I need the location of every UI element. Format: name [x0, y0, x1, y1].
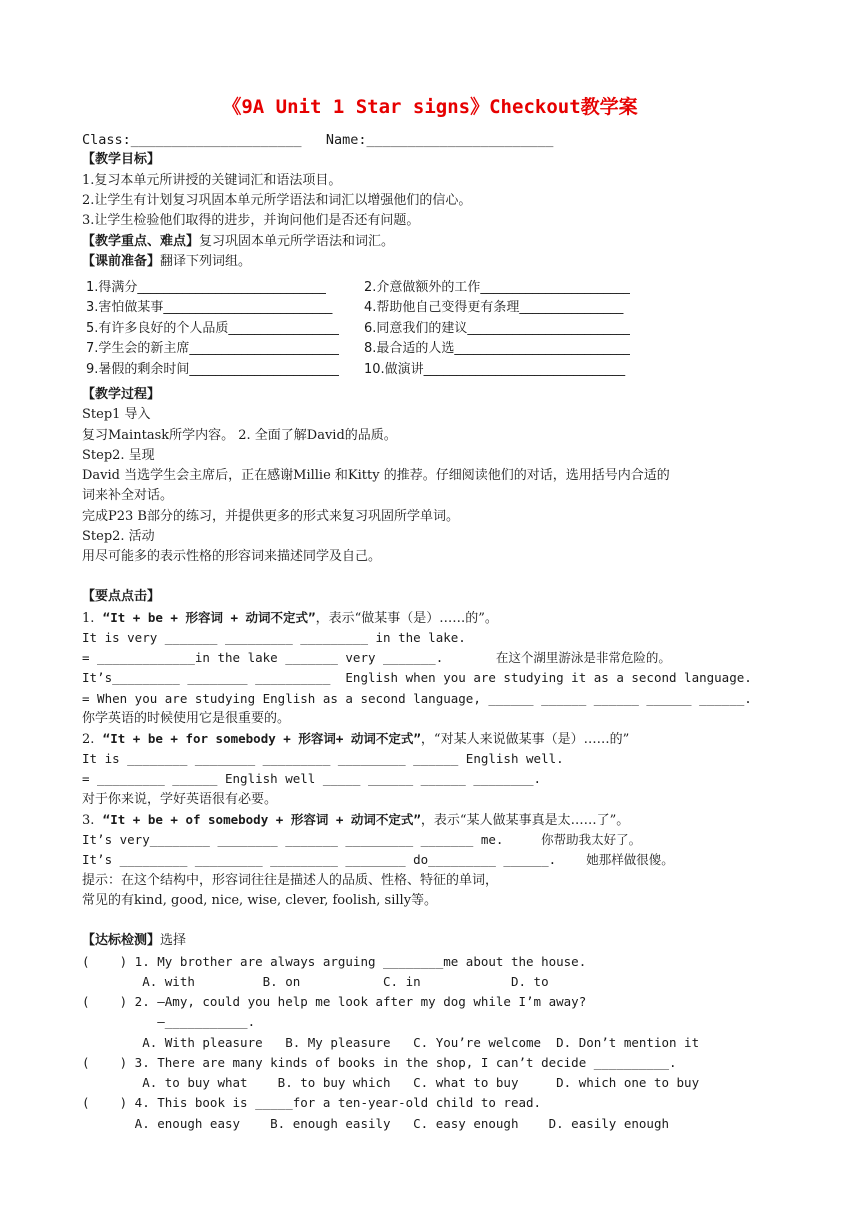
process-heading: 【教学过程】 [82, 387, 161, 402]
test-line: ( ) 1. My brother are always arguing ________me about the house. [82, 954, 587, 969]
exercise-line: It’s very________ ________ _______ _________ _______ me. 你帮助我太好了。 [82, 832, 642, 847]
process-line: Step1 导入 [82, 407, 151, 422]
prep-line [82, 252, 251, 272]
test-line: ( ) 4. This book is _____for a ten-year-old child to read. [82, 1095, 542, 1110]
class-name-line: Class:_____________________ Name:_______________________ [82, 132, 554, 148]
test-heading-rest: 选择 [160, 933, 187, 948]
objectives-heading: 【教学目标】 [82, 152, 161, 167]
exercise-line: It’s_________ ________ __________ English when you are studying it as a second language. [82, 670, 752, 685]
exercise-line: It is ________ ________ _________ _________ ______ English well. [82, 751, 564, 766]
phrase-item: 9.暑假的剩余时间_______________________ [86, 362, 339, 377]
process-line: David 当选学生会主席后，正在感谢Millie 和Kitty 的推荐。仔细阅读他们的对话，选用括号内合适的 [82, 468, 670, 483]
point-3-structure: “It + be + of somebody + 形容词 + 动词不定式” [102, 812, 421, 827]
point-1-meaning: ，表示“做某事（是）……的”。 [315, 611, 498, 626]
key-points-heading: 【教学重点、难点】 [82, 234, 200, 249]
process-line: 用尽可能多的表示性格的形容词来描述同学及自己。 [82, 549, 382, 564]
key-points-line [82, 232, 394, 252]
process-line: 词来补全对话。 [82, 488, 174, 503]
phrase-item: 1.得满分_____________________________ [86, 280, 326, 295]
prep-heading: 【课前准备】 [82, 254, 161, 269]
tip-line: 提示：在这个结构中，形容词往往是描述人的品质、性格、特征的单词， [82, 873, 499, 888]
phrase-item: 8.最合适的人选___________________________ [364, 341, 630, 356]
test-line: A. to buy what B. to buy which C. what to buy D. which one to buy [82, 1075, 700, 1090]
point-2-meaning: ，“对某人来说做某事（是）……的” [420, 732, 630, 747]
point-number: 2. [82, 732, 103, 747]
phrase-item: 3.害怕做某事__________________________ [86, 300, 333, 315]
exercise-line: It’s _________ _________ _________ ________ do_________ ______. 她那样做很傻。 [82, 852, 674, 867]
point-number: 1. [82, 611, 103, 626]
page-title: 《9A Unit 1 Star signs》Checkout教学案 [222, 96, 638, 118]
point-number: 3. [82, 813, 103, 828]
process-line: Step2. 活动 [82, 529, 155, 544]
key-points-text: 复习巩固本单元所学语法和词汇。 [199, 234, 395, 249]
phrase-item: 10.做演讲_______________________________ [364, 362, 626, 377]
point-1-structure: “It + be + 形容词 + 动词不定式” [102, 610, 316, 625]
exercise-line: = _________ ______ English well _____ ______ ______ ________. [82, 771, 542, 786]
objective-item: 1.复习本单元所讲授的关键词汇和语法项目。 [82, 173, 342, 188]
test-heading-line [82, 931, 186, 951]
phrase-item: 5.有许多良好的个人品质_________________ [86, 321, 339, 336]
test-line: ( ) 2. –Amy, could you help me look after my dog while I’m away? [82, 994, 587, 1009]
test-line: ( ) 3. There are many kinds of books in the shop, I can’t decide __________. [82, 1055, 677, 1070]
point-3-meaning: ，表示“某人做某事真是太……了”。 [420, 813, 630, 828]
exercise-line: It is very _______ _________ _________ in the lake. [82, 630, 466, 645]
test-line: A. with B. on C. in D. to [82, 974, 549, 989]
point-3-heading [82, 810, 629, 831]
point-2-heading [82, 729, 629, 750]
exercise-line: = _____________in the lake _______ very _______. 在这个湖里游泳是非常危险的。 [82, 650, 671, 665]
objective-item: 2.让学生有计划复习巩固本单元所学语法和词汇以增强他们的信心。 [82, 193, 472, 208]
phrase-item: 7.学生会的新主席_______________________ [86, 341, 339, 356]
test-line: A. With pleasure B. My pleasure C. You’re welcome D. Don’t mention it [82, 1035, 700, 1050]
phrase-item: 6.同意我们的建议_________________________ [364, 321, 630, 336]
exercise-line: 对于你来说，学好英语很有必要。 [82, 792, 278, 807]
exercise-line: = When you are studying English as a second language, ______ ______ ______ ______ ______. [82, 691, 752, 706]
tip-line: 常见的有kind, good, nice, wise, clever, foolish, silly等。 [82, 893, 438, 908]
point-2-structure: “It + be + for somebody + 形容词+ 动词不定式” [102, 731, 421, 746]
phrase-item: 2.介意做额外的工作_______________________ [364, 280, 630, 295]
process-line: 完成P23 B部分的练习，并提供更多的形式来复习巩固所学单词。 [82, 509, 459, 524]
phrase-item: 4.帮助他自己变得更有条理________________ [364, 300, 624, 315]
test-line: –___________. [82, 1014, 256, 1029]
test-line: A. enough easy B. enough easily C. easy enough D. easily enough [82, 1116, 669, 1131]
objective-item: 3.让学生检验他们取得的进步，并询问他们是否还有问题。 [82, 213, 420, 228]
point-1-heading [82, 608, 498, 629]
exercise-line: 你学英语的时候使用它是很重要的。 [82, 711, 291, 726]
test-heading: 【达标检测】 [82, 933, 161, 948]
prep-text: 翻译下列词组。 [160, 254, 252, 269]
phrase-translation-box [86, 276, 680, 380]
points-heading: 【要点点击】 [82, 589, 161, 604]
process-line: 复习Maintask所学内容。 2. 全面了解David的品质。 [82, 428, 397, 443]
process-line: Step2. 呈现 [82, 448, 155, 463]
